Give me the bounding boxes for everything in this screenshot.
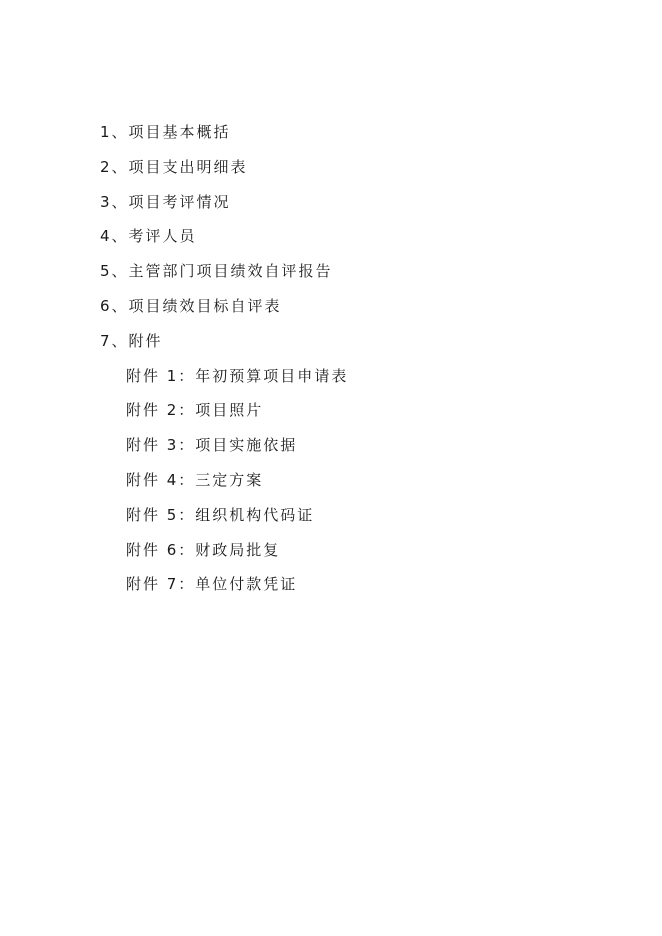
toc-item-3: 3、项目考评情况 bbox=[100, 192, 231, 211]
attachment-item-4: 附件 4：三定方案 bbox=[126, 470, 264, 489]
toc-item-2: 2、项目支出明细表 bbox=[100, 157, 248, 176]
attachment-item-1: 附件 1：年初预算项目申请表 bbox=[126, 366, 349, 385]
attachment-item-5: 附件 5：组织机构代码证 bbox=[126, 505, 315, 524]
attachment-item-6: 附件 6：财政局批复 bbox=[126, 540, 281, 559]
attachment-item-7: 附件 7：单位付款凭证 bbox=[126, 575, 298, 594]
toc-item-7: 7、附件 bbox=[100, 331, 163, 350]
attachment-item-2: 附件 2：项目照片 bbox=[126, 401, 264, 420]
attachment-item-3: 附件 3：项目实施依据 bbox=[126, 436, 298, 455]
toc-item-1: 1、项目基本概括 bbox=[100, 123, 231, 141]
toc-item-5: 5、主管部门项目绩效自评报告 bbox=[100, 262, 333, 281]
table-of-contents bbox=[100, 118, 600, 605]
toc-item-4: 4、考评人员 bbox=[100, 227, 197, 246]
toc-item-6: 6、项目绩效目标自评表 bbox=[100, 296, 282, 315]
